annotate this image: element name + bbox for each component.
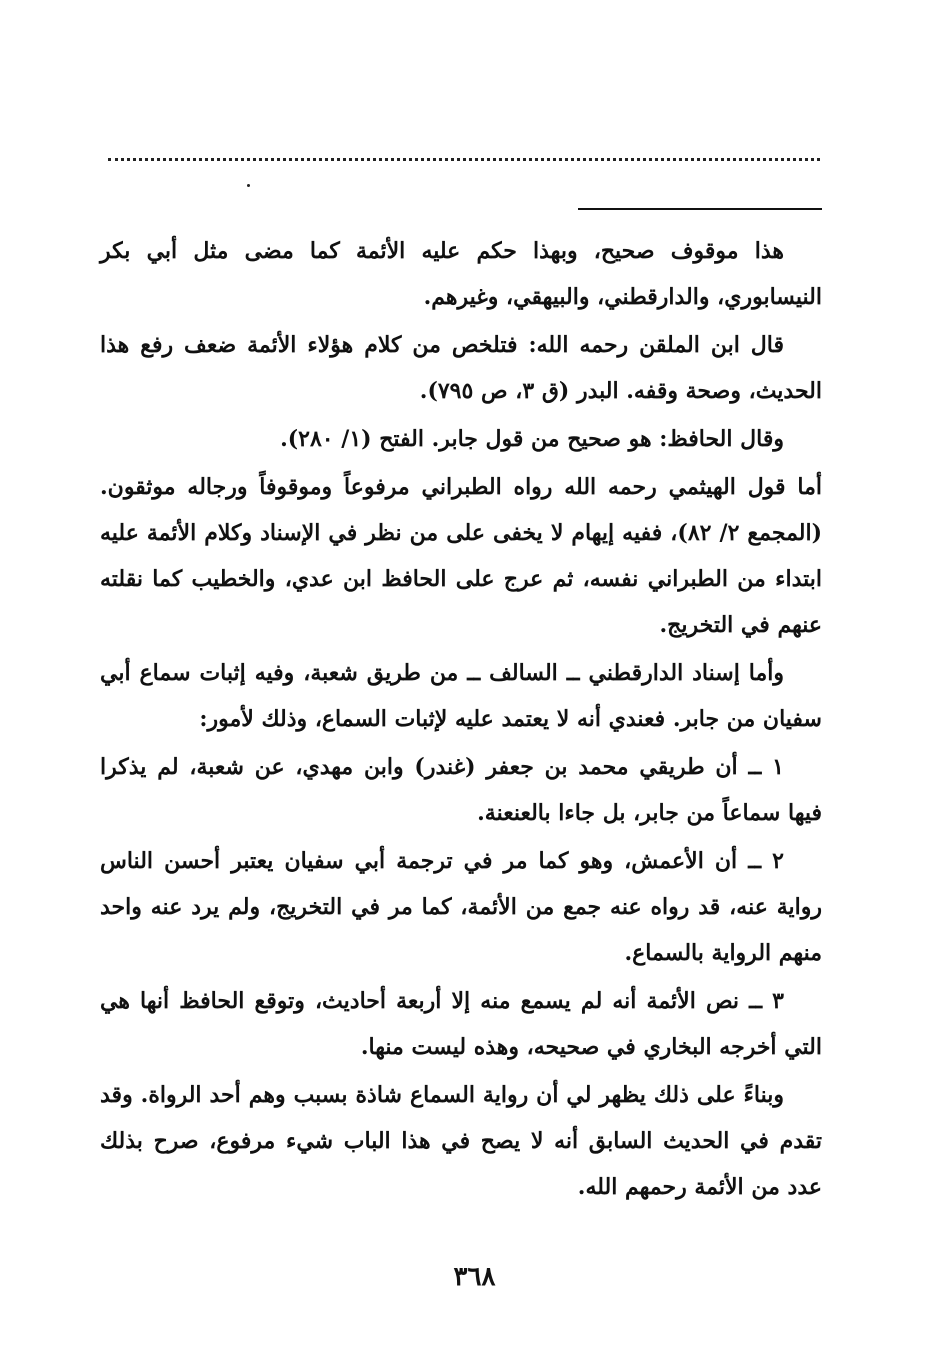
paragraph: هذا موقوف صحيح، وبهذا حكم عليه الأئمة كما مضى مثل أبي بكر النيسابوري، والدارقطني، والبيهقي، وغيرهم. [100, 238, 822, 310]
paragraph: قال ابن الملقن رحمه الله: فتلخص من كلام هؤلاء الأئمة ضعف رفع هذا الحديث، وصحة وقفه. البدر (ق ٣، ص ٧٩٥). [100, 332, 822, 404]
paragraph: ١ ــ أن طريقي محمد بن جعفر (غندر) وابن مهدي، عن شعبة، لم يذكرا فيها سماعاً من جابر، بل جاءا بالعنعنة. [100, 754, 822, 826]
paragraph: وأما إسناد الدارقطني ــ السالف ــ من طريق شعبة، وفيه إثبات سماع أبي سفيان من جابر. فعندي أنه لا يعتمد عليه لإثبات السماع، وذلك لأمور: [100, 660, 822, 732]
dotted-separator [108, 158, 820, 161]
paragraph: وقال الحافظ: هو صحيح من قول جابر. الفتح (١/ ٢٨٠). [280, 426, 784, 452]
paragraph: ٣ ــ نص الأئمة أنه لم يسمع منه إلا أربعة أحاديث، وتوقع الحافظ أنها هي التي أخرجه البخاري في صحيحه، وهذه ليست منها. [100, 988, 822, 1060]
page-number: ٣٦٨ [453, 1262, 496, 1292]
scan-speck [247, 184, 250, 187]
body-text [100, 228, 822, 1210]
paragraph: أما قول الهيثمي رحمه الله رواه الطبراني مرفوعاً وموقوفاً ورجاله موثقون. (المجمع ٢/ ٨٢)، ففيه إيهام لا يخفى على من نظر في الإسناد وكلام الأئمة عليه ابتداء من الطبراني نفسه، ثم عرج على الحافظ ابن عدي، والخطيب كما نقلته عنهم في التخريج. [100, 474, 823, 638]
section-rule [578, 208, 822, 210]
paragraph: ٢ ــ أن الأعمش، وهو كما مر في ترجمة أبي سفيان يعتبر أحسن الناس رواية عنه، قد رواه عنه جمع من الأئمة، كما مر في التخريج، ولم يرد عنه واحد منهم الرواية بالسماع. [100, 848, 822, 966]
paragraph: وبناءً على ذلك يظهر لي أن رواية السماع شاذة بسبب وهم أحد الرواة. وقد تقدم في الحديث السابق أنه لا يصح في هذا الباب شيء مرفوع، صرح بذلك عدد من الأئمة رحمهم الله. [100, 1082, 822, 1200]
